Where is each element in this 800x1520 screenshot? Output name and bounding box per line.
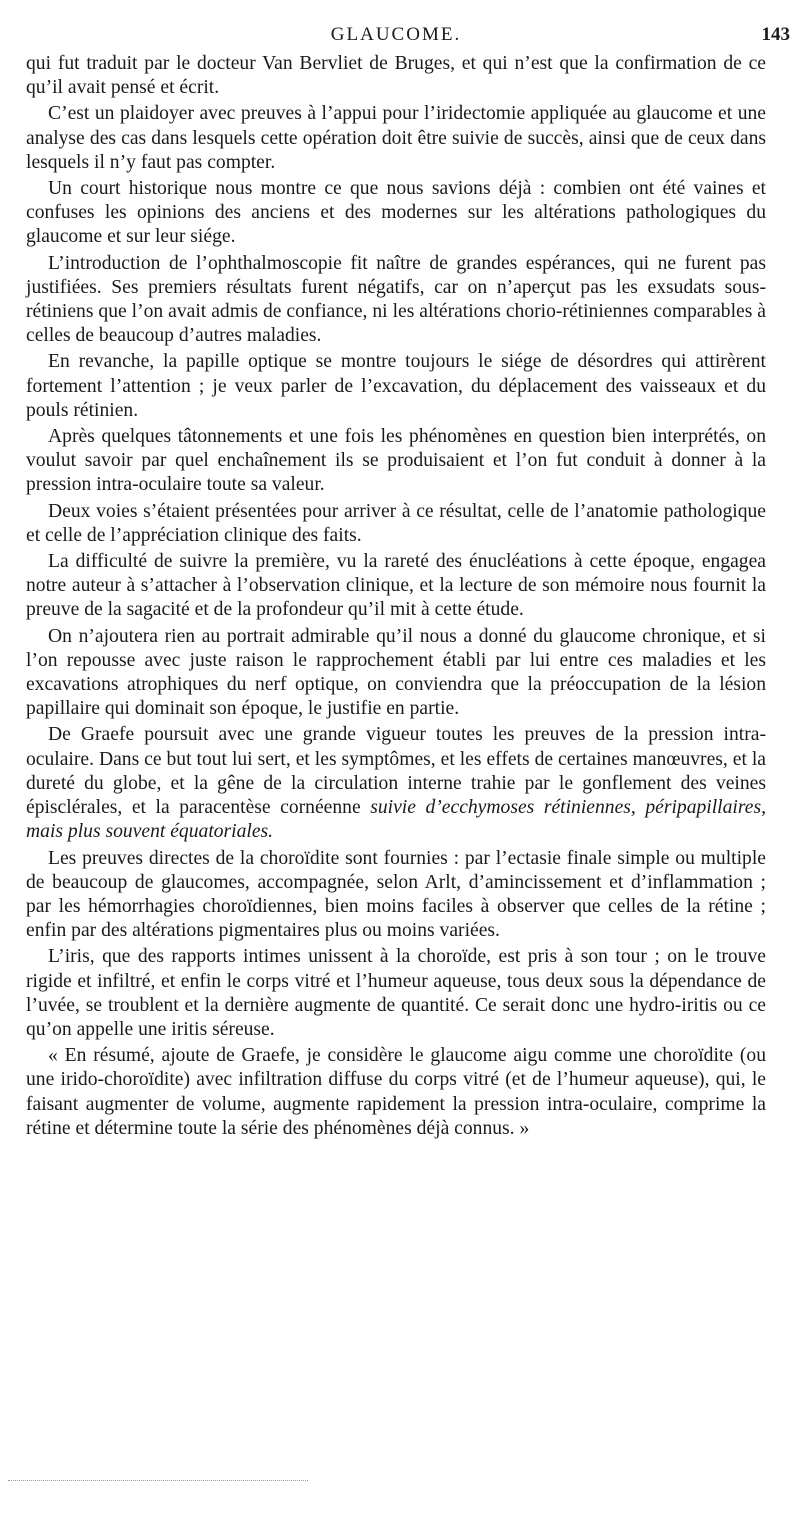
italic-text: suivie d’ecchymoses rétiniennes, péripapillaires, mais plus souvent équatoriales. — [26, 797, 766, 843]
paragraph — [26, 425, 766, 498]
paragraph — [26, 500, 766, 548]
text-run: En revanche, la papille optique se montre toujours le siége de désordres qui attirèrent fortement l’attention ; je veux parler de l’excavation, du déplacement des vaisseaux et du pouls rétinien. — [26, 351, 766, 421]
text-run: Un court historique nous montre ce que nous savions déjà : combien ont été vaines et confuses les opinions des anciens et des modernes sur les altérations pathologiques du glaucome et sur leur siége. — [26, 178, 766, 248]
page-number: 143 — [761, 24, 790, 45]
paragraph — [26, 1044, 766, 1141]
text-run: L’iris, que des rapports intimes unissent à la choroïde, est pris à son tour ; on le trouve rigide et infiltré, et enfin le corps vitré et l’humeur aqueuse, tous deux sous la dépendance de l’uvée, se troublent et la dernière augmente de quantité. Ce serait donc une hydro-iritis ou ce qu’on appelle une iritis séreuse. — [26, 946, 766, 1040]
paragraph — [26, 723, 766, 844]
paragraph — [26, 550, 766, 623]
paragraph — [26, 252, 766, 349]
text-run: Après quelques tâtonnements et une fois les phénomènes en question bien interprétés, on voulut savoir par quel enchaînement ils se produisaient et l’on fut conduit à donner à la pression intra-oculaire toute sa valeur. — [26, 426, 766, 496]
text-run: Les preuves directes de la choroïdite sont fournies : par l’ectasie finale simple ou multiple de beaucoup de glaucomes, accompagnée, selon Arlt, d’amincissement et d’inflammation ; par les hémorrhagies choroïdiennes, bien moins faciles à observer que celles de la rétine ; enfin par des altérations pigmentaires plus ou moins variées. — [26, 847, 766, 942]
text-run: C’est un plaidoyer avec preuves à l’appui pour l’iridectomie appliquée au glaucome et une analyse des cas dans lesquels cette opération doit être suivie de succès, ainsi que de ceux dans lesquels il n’y faut pas compter. — [26, 103, 766, 173]
paragraph — [26, 847, 766, 944]
text-run: « En résumé, ajoute de Graefe, je considère le glaucome aigu comme une choroïdite (ou une irido-choroïdite) avec infiltration diffuse du corps vitré (et de l’humeur aqueuse), qui, le faisant augmenter de volume, augmente rapidement la pression intra-oculaire, comprime la rétine et détermine toute la série des phénomènes déjà connus. » — [26, 1045, 766, 1139]
text-run: L’introduction de l’ophthalmoscopie fit naître de grandes espérances, qui ne furent pas justifiées. Ses premiers résultats furent négatifs, car on n’aperçut pas les exsudats sous-rétiniens que l’on avait admis de confiance, ni les altérations chorio-rétiniennes comparables à celles de beaucoup d’autres maladies. — [26, 252, 766, 347]
running-title: GLAUCOME. — [330, 24, 462, 45]
text-run: On n’ajoutera rien au portrait admirable qu’il nous a donné du glaucome chronique, et si l’on repousse avec juste raison le rapprochement établi par lui entre ces maladies et les excavations atrophiques du nerf optique, on conviendra que la préoccupation de la lésion papillaire qui dominait son époque, le justifie en partie. — [26, 625, 766, 720]
text-run: qui fut traduit par le docteur Van Bervliet de Bruges, et qui n’est que la confirmation de ce qu’il avait pensé et écrit. — [26, 53, 766, 99]
paragraph — [26, 625, 766, 722]
text-run: La difficulté de suivre la première, vu la rareté des énucléations à cette époque, engagea notre auteur à s’attacher à l’observation clinique, et la lecture de son mémoire nous fournit la preuve de la sagacité et de la profondeur qu’il mit à cette étude. — [26, 551, 766, 621]
paragraph — [26, 52, 766, 100]
paragraph — [26, 102, 766, 175]
footer-rule — [8, 1480, 308, 1481]
page-header — [26, 22, 790, 52]
book-page — [26, 22, 790, 1141]
paragraph — [26, 350, 766, 423]
text-run: Deux voies s’étaient présentées pour arriver à ce résultat, celle de l’anatomie pathologique et celle de l’appréciation clinique des faits. — [26, 500, 766, 546]
body-text — [26, 52, 766, 1141]
paragraph — [26, 945, 766, 1042]
paragraph — [26, 177, 766, 250]
text-run: De Graefe poursuit avec une grande vigueur toutes les preuves de la pression intra-oculaire. Dans ce but tout lui sert, et les symptômes, et les effets de certaines manœuvres, et la dureté du globe, et la gêne de la circulation interne trahie par le gonflement des veines épisclérales, et la paracentèse cornéenne — [26, 724, 766, 819]
